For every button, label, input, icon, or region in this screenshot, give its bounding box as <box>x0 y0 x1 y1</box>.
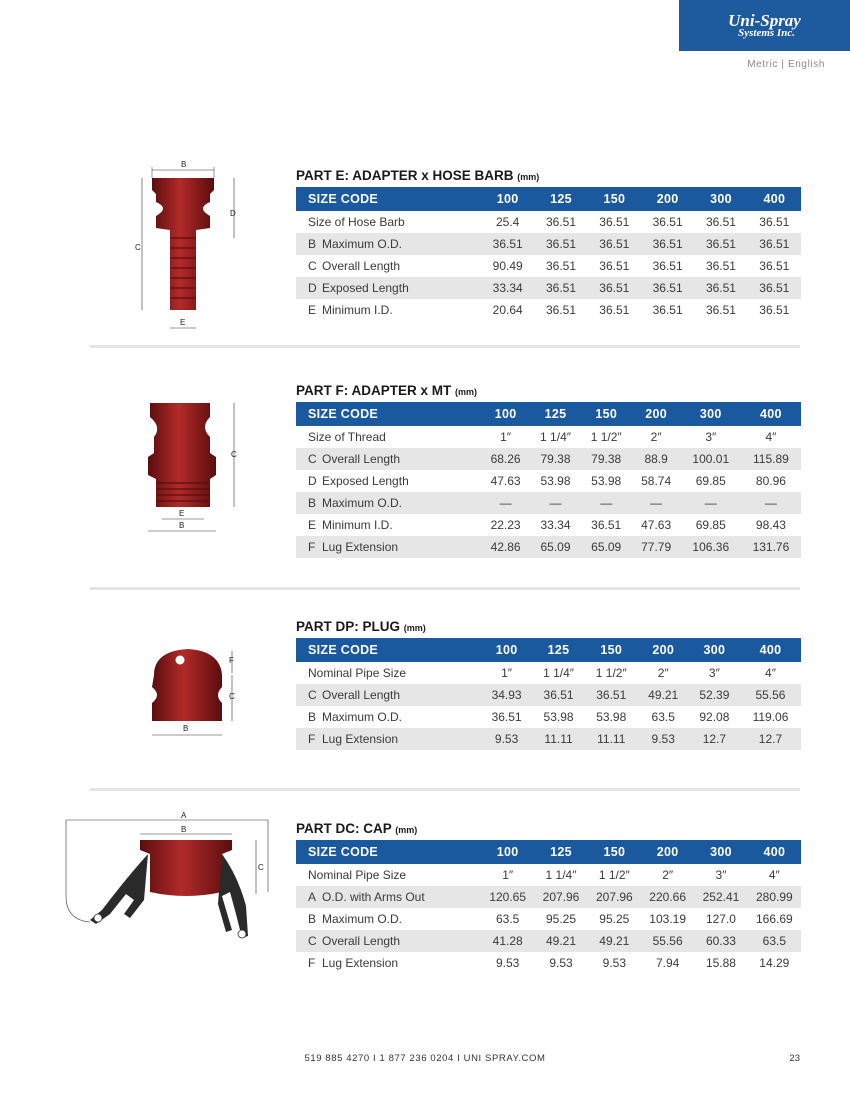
part-f-diagram <box>130 395 250 545</box>
dim-label-c: C <box>135 243 141 252</box>
dim-label-f: F <box>229 656 234 665</box>
table-row: B Maximum O.D. — — — — — — <box>296 492 801 514</box>
dim-label-b: B <box>181 160 187 169</box>
section-divider <box>90 788 800 791</box>
table-row: D Exposed Length 33.34 36.51 36.51 36.51 36.51 36.51 <box>296 277 801 299</box>
table-row: Size of Thread 1″ 1 1/4″ 1 1/2″ 2″ 3″ 4″ <box>308 430 777 444</box>
part-dp-table <box>296 638 801 750</box>
table-row: F Lug Extension 42.86 65.09 65.09 77.79 106.36 131.76 <box>296 536 801 558</box>
part-dc-table <box>296 840 801 974</box>
section-divider <box>90 587 800 590</box>
dim-label-e: E <box>179 509 185 518</box>
dim-label-b: B <box>181 825 187 834</box>
part-f-title: PART F: ADAPTER x MT (mm) <box>296 383 478 398</box>
table-row: C Overall Length 68.26 79.38 79.38 88.9 100.01 115.89 <box>296 448 801 470</box>
dim-label-c: C <box>229 692 235 701</box>
table-row: B Maximum O.D. 63.5 95.25 95.25 103.19 127.0 166.69 <box>308 912 793 926</box>
unit-separator: | <box>781 59 785 70</box>
part-e-table <box>296 187 801 321</box>
dim-label-a: A <box>181 811 187 820</box>
table-row: A O.D. with Arms Out 120.65 207.96 207.96 220.66 252.41 280.99 <box>296 886 801 908</box>
table-row: C Overall Length 90.49 36.51 36.51 36.51 36.51 36.51 <box>308 259 790 273</box>
section-divider <box>90 345 800 348</box>
unit-english-link[interactable]: English <box>788 59 825 70</box>
footer-contact: 519 885 4270 I 1 877 236 0204 I UNI SPRAY.COM <box>304 1053 546 1064</box>
table-row: Nominal Pipe Size 1″ 1 1/4″ 1 1/2″ 2″ 3″ 4″ <box>308 868 780 882</box>
unit-switch <box>747 59 825 70</box>
part-e-title: PART E: ADAPTER x HOSE BARB (mm) <box>296 168 540 183</box>
table-row: Nominal Pipe Size 1″ 1 1/4″ 1 1/2″ 2″ 3″ 4″ <box>308 666 776 680</box>
table-row: Size of Hose Barb 25.4 36.51 36.51 36.51 36.51 36.51 <box>308 215 790 229</box>
dim-label-b: B <box>183 724 189 733</box>
table-row: E Minimum I.D. 22.23 33.34 36.51 47.63 69.85 98.43 <box>308 518 786 532</box>
table-header-row: SIZE CODE 100 125 150 200 300 400 <box>296 638 801 662</box>
table-header-row: SIZE CODE 100 125 150 200 300 400 <box>296 187 801 211</box>
table-row: C Overall Length 41.28 49.21 49.21 55.56 60.33 63.5 <box>296 930 801 952</box>
dim-label-c: C <box>258 863 264 872</box>
table-row: B Maximum O.D. 36.51 53.98 53.98 63.5 92.08 119.06 <box>308 710 789 724</box>
dim-label-e: E <box>180 318 186 327</box>
table-row: C Overall Length 34.93 36.51 36.51 49.21 52.39 55.56 <box>296 684 801 706</box>
table-row: F Lug Extension 9.53 11.11 11.11 9.53 12.7 12.7 <box>296 728 801 750</box>
dim-label-b: B <box>179 521 185 530</box>
table-header-row: SIZE CODE 100 125 150 200 300 400 <box>296 840 801 864</box>
table-row: D Exposed Length 47.63 53.98 53.98 58.74 69.85 80.96 <box>308 474 786 488</box>
part-dp-title: PART DP: PLUG (mm) <box>296 619 426 634</box>
table-row: F Lug Extension 9.53 9.53 9.53 7.94 15.88 14.29 <box>308 956 790 970</box>
dim-label-d: D <box>230 209 236 218</box>
brand-logo <box>679 0 850 51</box>
part-e-diagram <box>130 158 250 338</box>
part-f-table <box>296 402 801 558</box>
page-number: 23 <box>789 1053 800 1064</box>
table-row: E Minimum I.D. 20.64 36.51 36.51 36.51 36.51 36.51 <box>308 303 790 317</box>
unit-metric-link[interactable]: Metric <box>747 59 779 70</box>
dim-label-c: C <box>231 450 237 459</box>
table-row: B Maximum O.D. 36.51 36.51 36.51 36.51 36.51 36.51 <box>296 233 801 255</box>
part-dp-diagram <box>140 643 250 743</box>
part-dc-title: PART DC: CAP (mm) <box>296 821 418 836</box>
brand-subname: Systems Inc. <box>738 26 795 39</box>
table-header-row: SIZE CODE 100 125 150 200 300 400 <box>296 402 801 426</box>
part-dc-diagram <box>62 810 272 960</box>
brand-name: Uni-Spray <box>728 10 801 30</box>
